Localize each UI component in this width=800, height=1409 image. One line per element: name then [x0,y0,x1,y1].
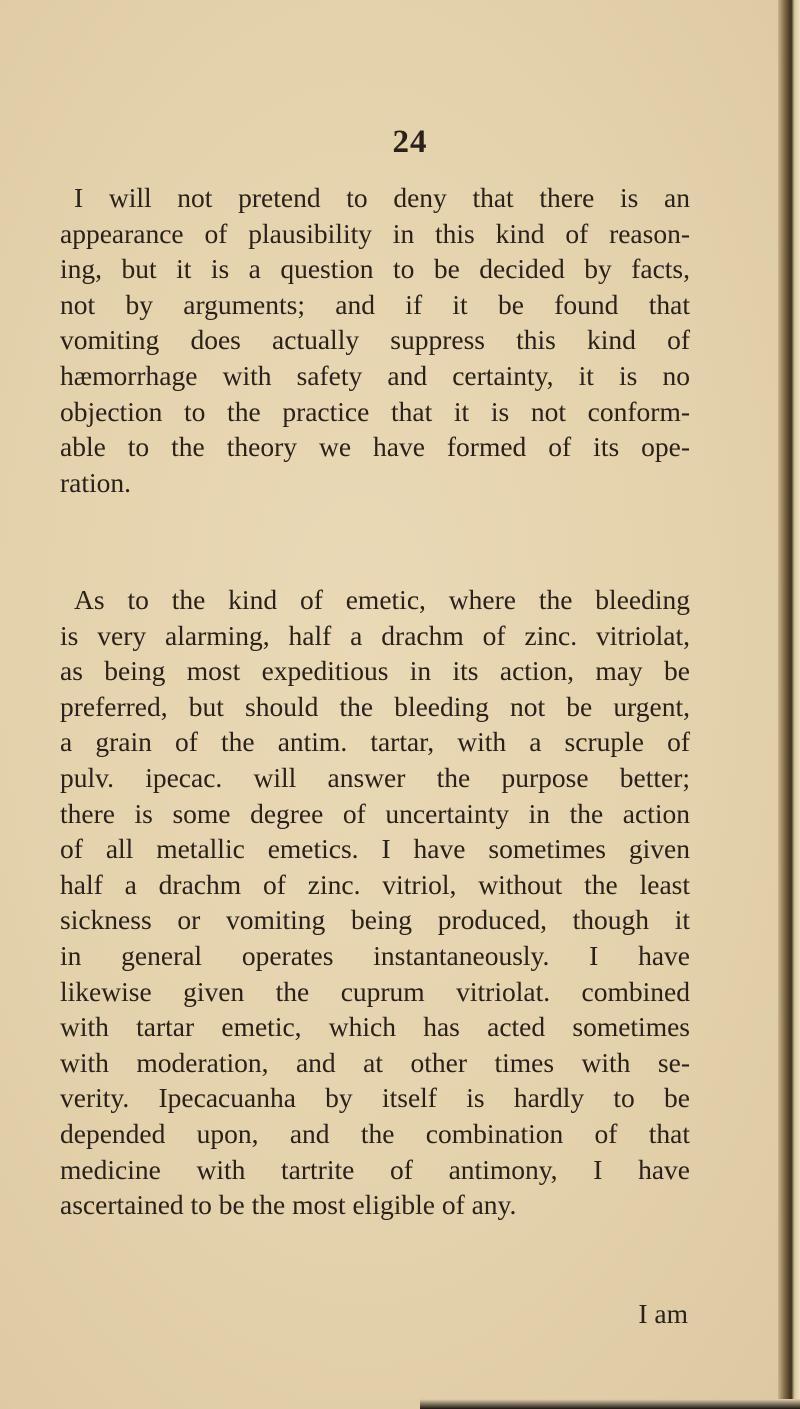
text-line: not by arguments; and if it be found that [60,288,690,320]
text-line: appearance of plausibility in this kind of reason- [60,217,690,249]
paragraph-2 [60,582,690,1223]
text-line: there is some degree of uncertainty in the action [60,797,690,829]
text-line: likewise given the cuprum vitriolat. combined [60,975,690,1007]
text-line: objection to the practice that it is not conform- [60,395,690,427]
text-line: with tartar emetic, which has acted sometimes [60,1011,690,1043]
text-line: medicine with tartrite of antimony, I have [60,1153,690,1185]
text-line: ascertained to be the most eligible of any. [60,1189,517,1221]
text-line: in general operates instantaneously. I have [60,939,690,971]
text-line: a grain of the antim. tartar, with a scruple of [60,726,690,758]
text-line: as being most expeditious in its action, may be [60,655,690,687]
page-edge-shadow [778,0,800,1409]
text-line: depended upon, and the combination of that [60,1117,690,1149]
text-line: vomiting does actually suppress this kind of [60,324,690,356]
text-line: able to the theory we have formed of its ope- [60,431,690,463]
text-line: ing, but it is a question to be decided by facts, [60,253,690,285]
text-line: half a drachm of zinc. vitriol, without the least [60,868,690,900]
text-line: with moderation, and at other times with se- [60,1046,690,1078]
text-line: As to the kind of emetic, where the bleeding [74,584,690,615]
paragraph-1 [60,180,690,500]
text-line: sickness or vomiting being produced, though it [60,904,690,936]
page-bottom-edge [420,1399,800,1409]
text-line: I will not pretend to deny that there is an [74,182,690,213]
page-number: 24 [392,124,428,160]
catchword: I am [638,1298,688,1329]
text-line: pulv. ipecac. will answer the purpose better; [60,761,690,793]
text-line: of all metallic emetics. I have sometimes given [60,833,690,865]
text-line: is very alarming, half a drachm of zinc. vitriolat, [60,619,690,651]
text-line: verity. Ipecacuanha by itself is hardly to be [60,1082,690,1114]
text-line: hæmorrhage with safety and certainty, it is no [60,359,690,391]
text-line: preferred, but should the bleeding not be urgent, [60,690,690,722]
text-line: ration. [60,466,132,498]
